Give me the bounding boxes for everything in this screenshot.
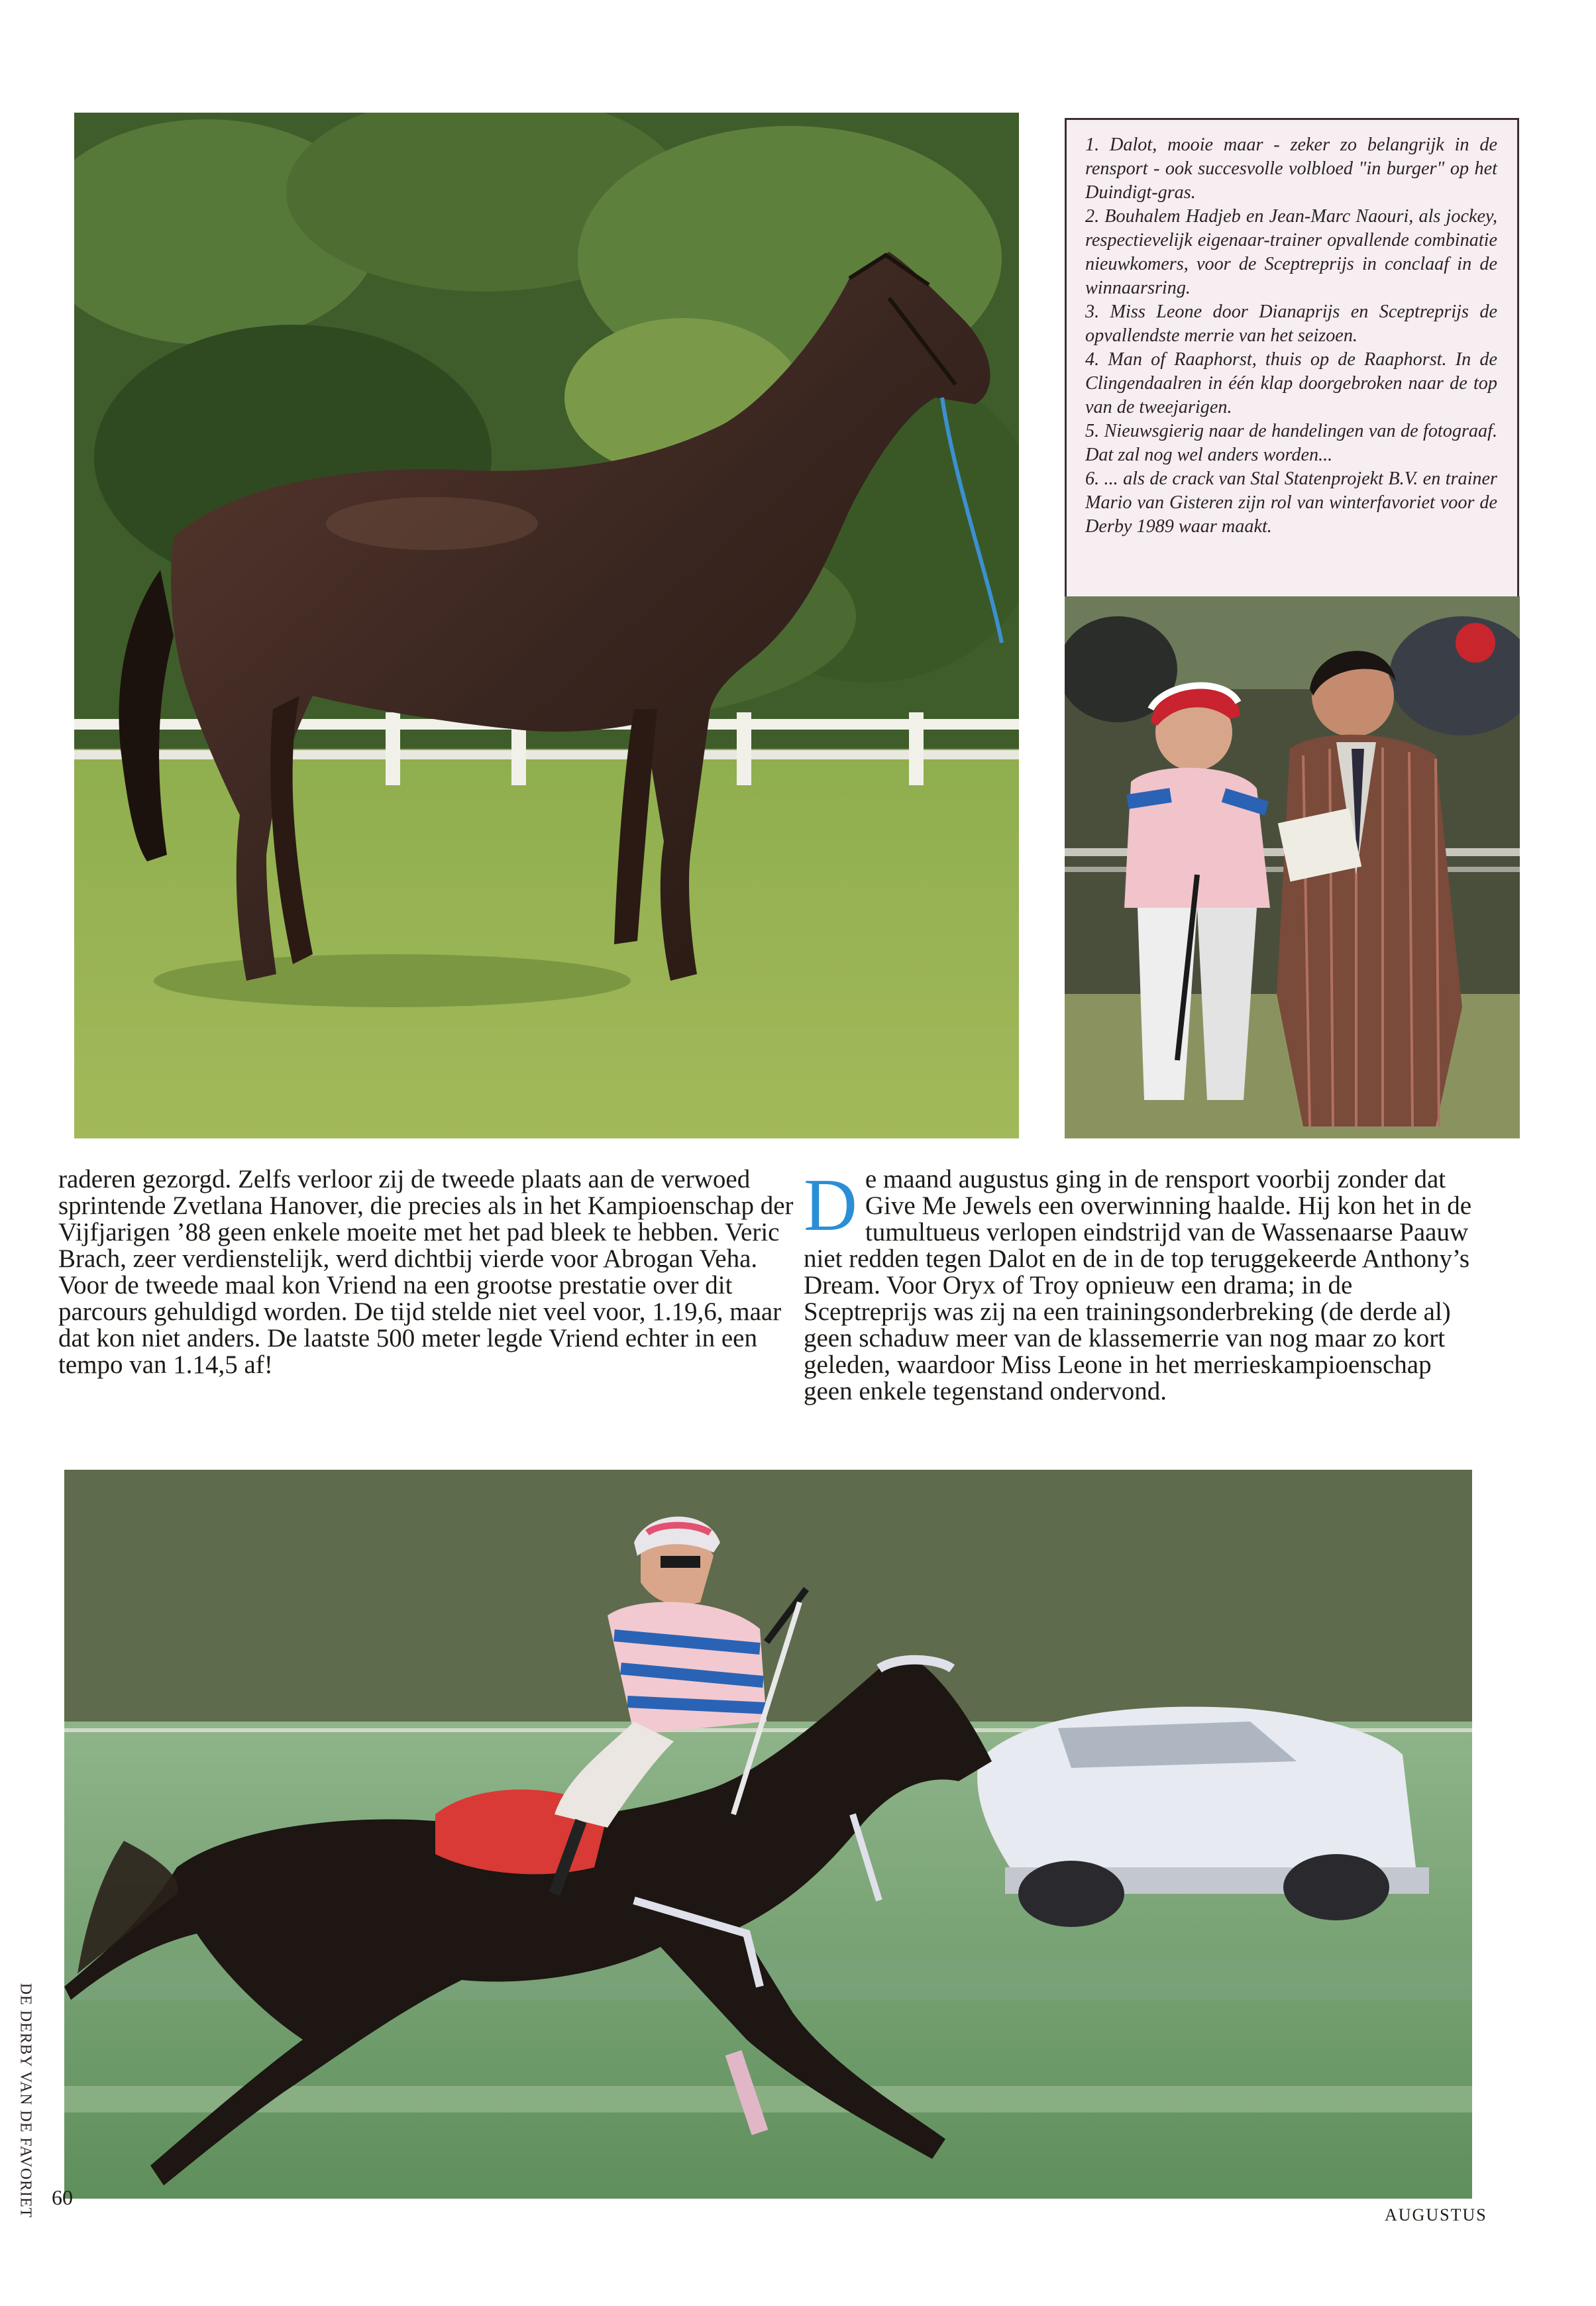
body-paragraph-2: Voor de tweede maal kon Vriend na een grootse prestatie over dit parcours gehuldigd worden. De tijd stelde niet veel voor, 1.19,6, maar dat kon niet anders. De laatste 500 meter legde Vriend echter in een tempo van 1.14,5 af! <box>58 1271 782 1379</box>
caption-6: 6. ... als de crack van Stal Statenprojekt B.V. en trainer Mario van Gisteren zijn rol van winterfavoriet voor de Derby 1989 waar maakt. <box>1085 468 1497 537</box>
photo-jockey-and-trainer <box>1065 596 1520 1138</box>
body-paragraph-3: e maand augustus ging in de rensport voorbij zonder dat Give Me Jewels een overwinning haalde. Hij kon het in de tumultueus verlopen eindstrijd van de Wassenaarse Paauw niet redden tegen Dalot en de in de top teruggekeerde Anthony’s Dream. Voor Oryx of Troy opnieuw een drama; in de Sceptreprijs was zij na een trainingsonderbreking (de derde al) geen schaduw meer van de klassemerrie van nog maar zo kort geleden, waardoor Miss Leone in het merrieskampioenschap geen enkele tegenstand ondervond. <box>804 1165 1472 1405</box>
section-label: AUGUSTUS <box>1385 2205 1487 2224</box>
photo-captions-box <box>1065 118 1519 626</box>
caption-2: 2. Bouhalem Hadjeb en Jean-Marc Naouri, als jockey, respectievelijk eigenaar-trainer opvallende combinatie nieuwkomers, voor de Sceptreprijs in conclaaf in de winnaarsring. <box>1085 206 1497 298</box>
drop-cap: D <box>804 1164 857 1246</box>
caption-1: 1. Dalot, mooie maar - zeker zo belangrijk in de rensport - ook succesvolle volbloed "in burger" op het Duindigt-gras. <box>1085 135 1497 203</box>
caption-3: 3. Miss Leone door Dianaprijs en Sceptreprijs de opvallendste merrie van het seizoen. <box>1085 302 1497 346</box>
body-column-left <box>58 1166 814 1378</box>
photo-standing-horse <box>74 113 1019 1138</box>
body-column-right <box>804 1166 1473 1405</box>
caption-4: 4. Man of Raaphorst, thuis op de Raaphorst. In de Clingendaalren in één klap doorgebroken naar de top van de tweejarigen. <box>1085 349 1497 417</box>
running-head-vertical <box>15 1895 36 2306</box>
photo-galloping-horse <box>64 1470 1472 2199</box>
caption-5: 5. Nieuwsgierig naar de handelingen van de fotograaf. Dat zal nog wel anders worden... <box>1085 421 1497 465</box>
body-paragraph-1: raderen gezorgd. Zelfs verloor zij de tweede plaats aan de verwoed sprintende Zvetlana Hanover, die precies als in het Kampioenschap der Vijfjarigen ’88 geen enkele moeite met het pad bleek te hebben. Veric Brach, zeer verdienstelijk, werd dichtbij vierde voor Abrogan Veha. <box>58 1165 794 1273</box>
running-head-text: DE DERBY VAN DE FAVORIET <box>17 1983 34 2219</box>
page-number: 60 <box>52 2185 73 2209</box>
